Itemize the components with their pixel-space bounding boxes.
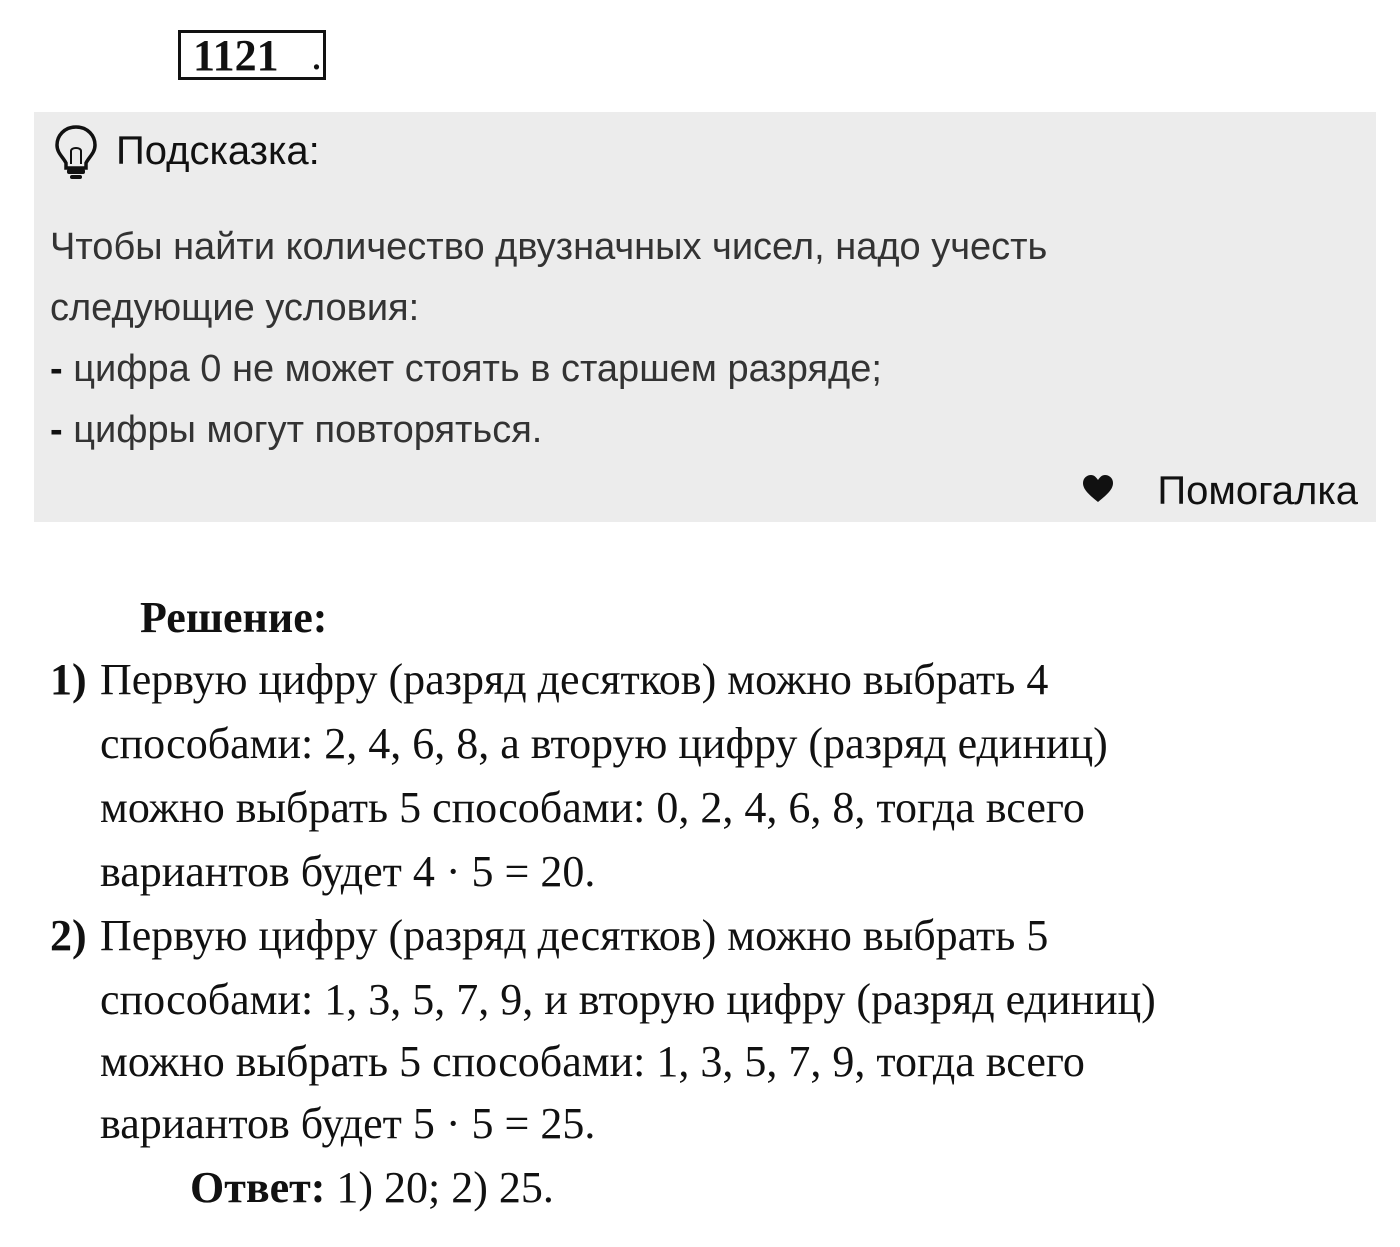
hint-list-item [50,407,542,453]
solution-item-number: 2) [50,911,87,960]
hint-line: цифра 0 не может стоять в старшем разряде; [73,348,882,390]
hint-bullet: - [50,348,63,390]
answer [190,1158,554,1218]
solution-line: можно выбрать 5 способами: 1, 3, 5, 7, 9, тогда всего [100,1037,1085,1086]
hint-list-item [50,346,882,392]
solution-line: вариантов будет 5 · 5 = 25. [100,1099,596,1148]
exercise-number: 1121 [178,30,326,80]
hint-line: цифры могут повторяться. [73,409,543,451]
answer-text: 1) 20; 2) 25. [325,1163,554,1212]
brand-label: Помогалка [1157,469,1358,513]
solution-line: вариантов будет 4 · 5 = 20. [100,847,596,896]
solution-line: Первую цифру (разряд десятков) можно выбрать 4 [100,655,1049,704]
hint-line: Чтобы найти количество двузначных чисел, надо учесть [50,226,1048,268]
answer-label: Ответ: [190,1163,326,1212]
solution-line: можно выбрать 5 способами: 0, 2, 4, 6, 8, тогда всего [100,783,1085,832]
hint-bullet: - [50,409,63,451]
exercise-number-dot: . [311,30,322,79]
solution-item-number: 1) [50,655,87,704]
solution-line: Первую цифру (разряд десятков) можно выбрать 5 [100,911,1049,960]
solution-line: способами: 2, 4, 6, 8, а вторую цифру (разряд единиц) [100,719,1108,768]
solution-line: способами: 1, 3, 5, 7, 9, и вторую цифру (разряд единиц) [100,975,1156,1024]
hint-panel [34,112,1376,522]
hint-line: следующие условия: [50,287,420,329]
lightbulb-icon [54,124,98,185]
hint-title: Подсказка: [116,129,320,173]
heart-icon [1082,474,1114,509]
solution-title: Решение: [140,593,328,642]
